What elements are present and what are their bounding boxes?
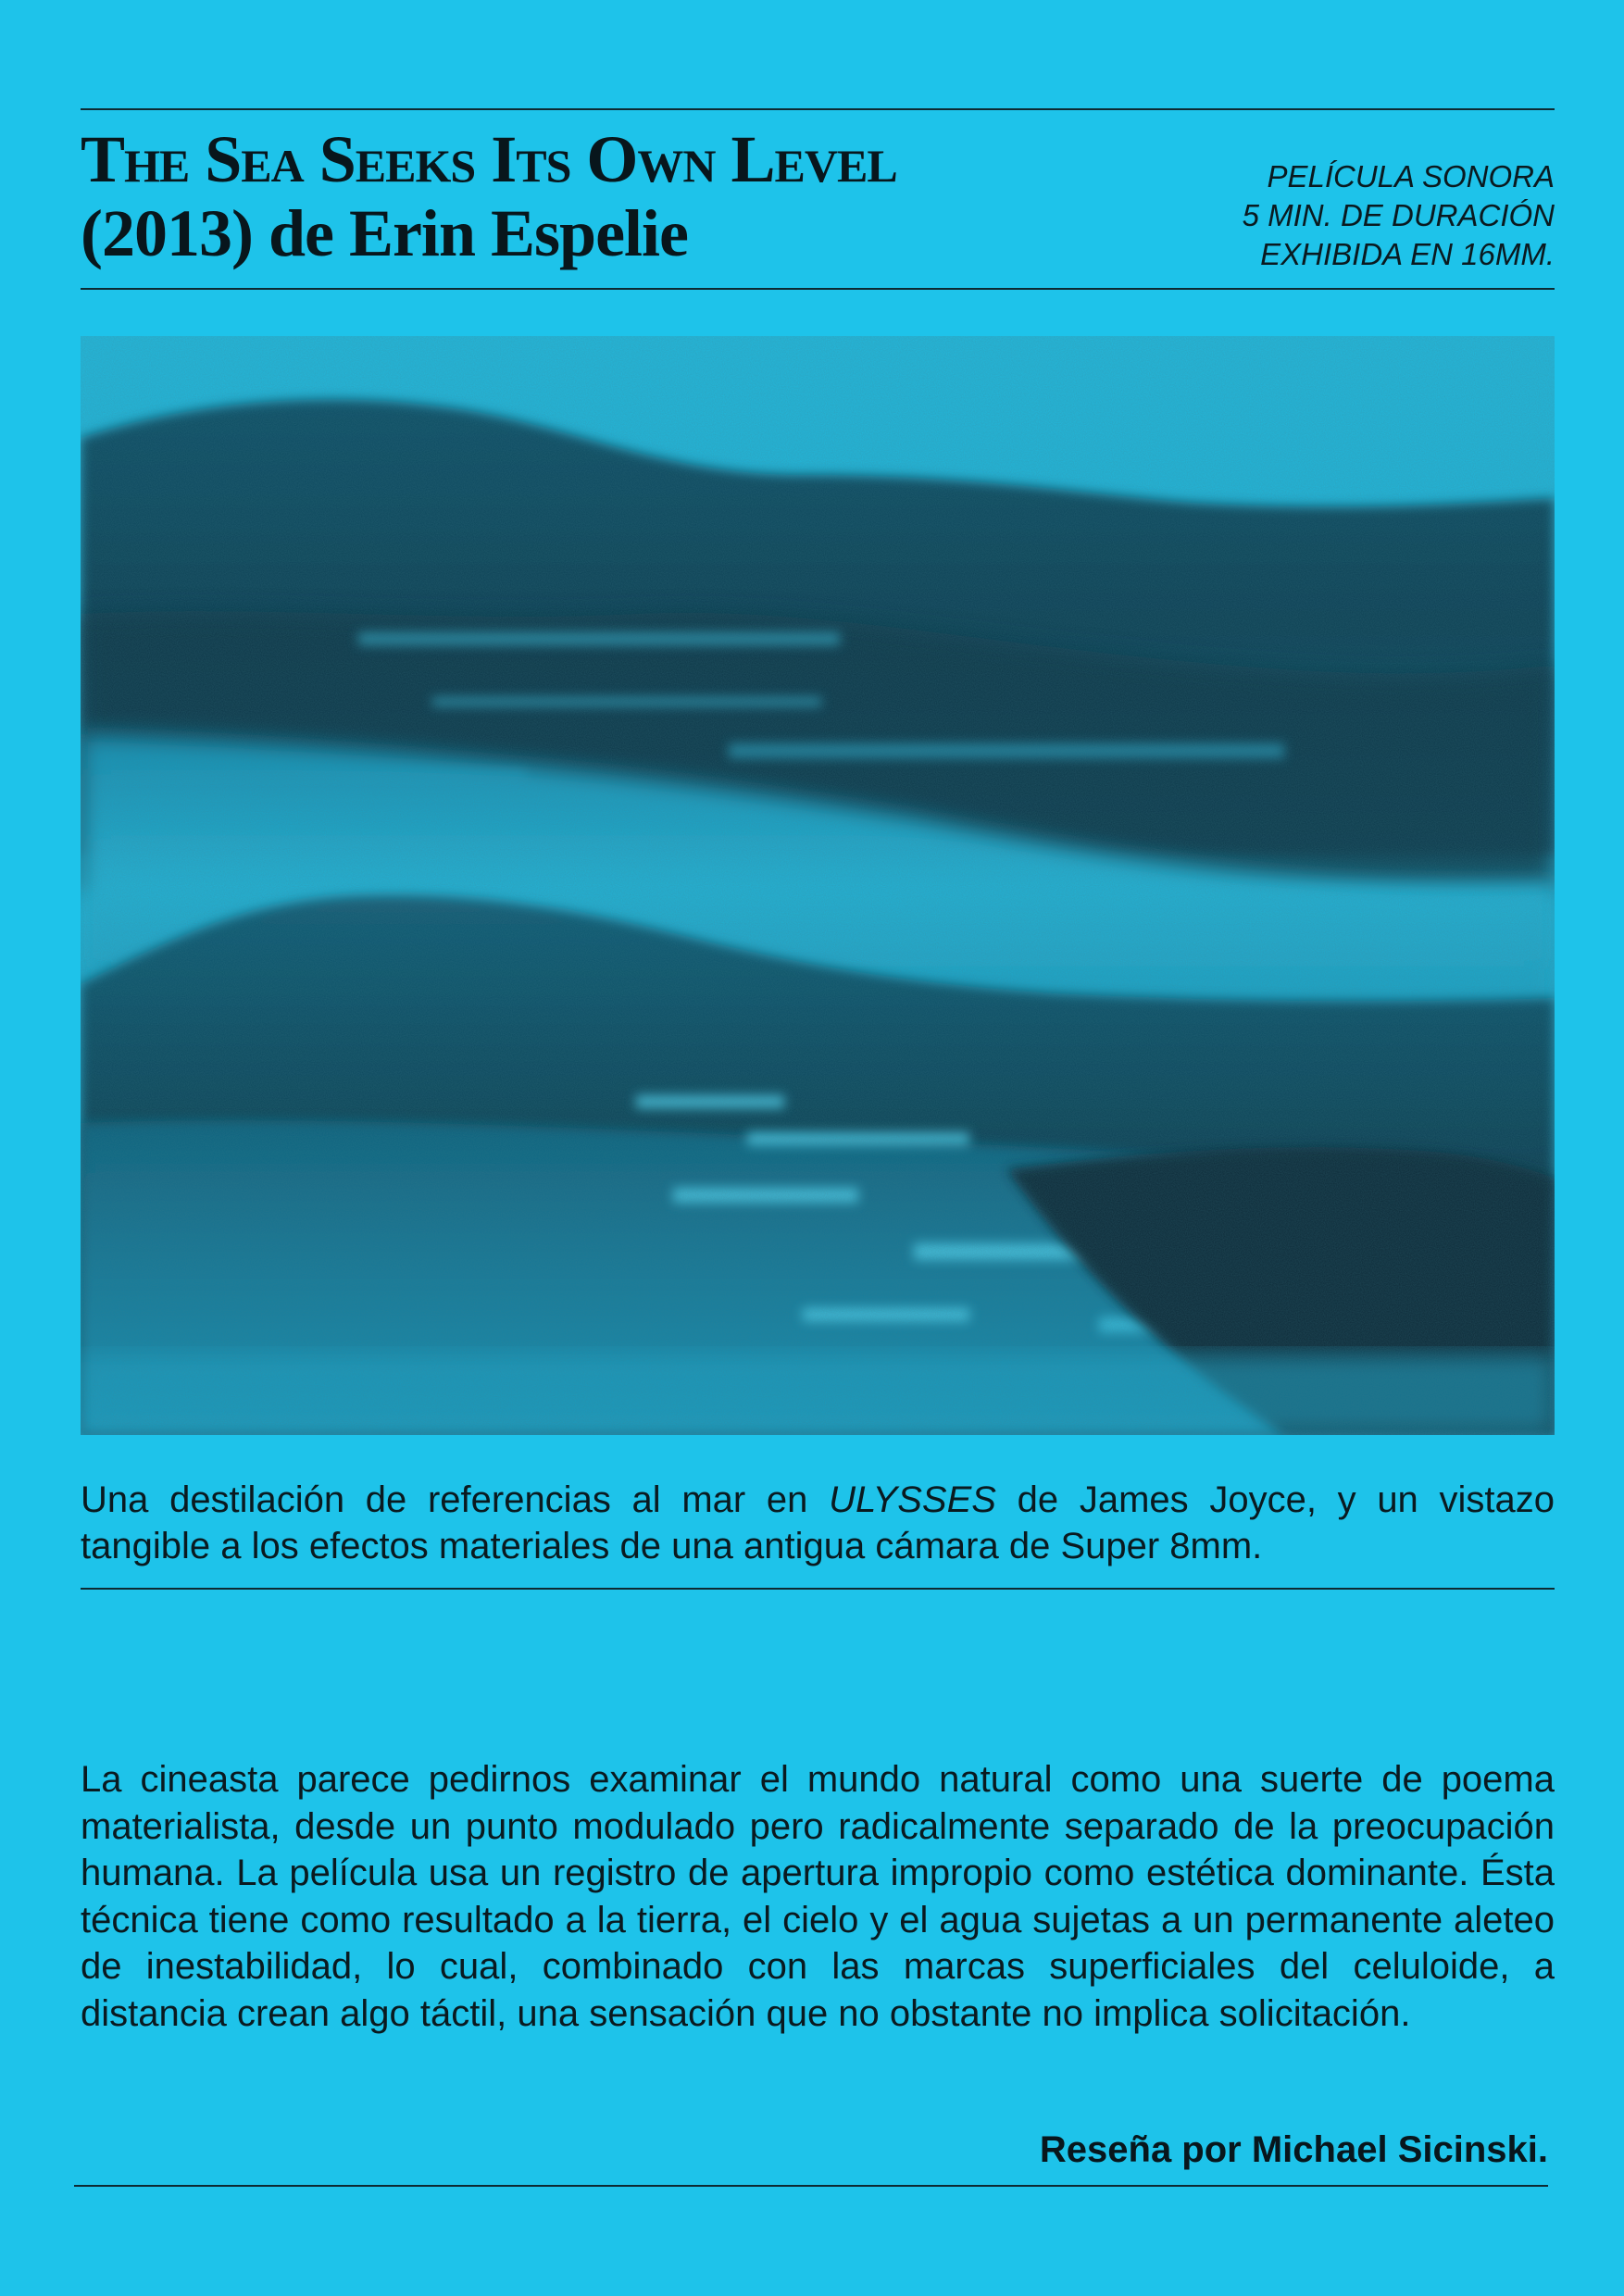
footer-rule [74,2185,1548,2187]
spec-sound: PELÍCULA SONORA [1267,159,1555,193]
film-still-image [81,336,1555,1435]
caption-emphasis: ULYSSES [829,1479,996,1520]
spec-duration: 5 MIN. DE DURACIÓN [1242,198,1555,232]
film-title-line-2: (2013) de Erin Espelie [81,196,688,270]
film-title-line-1: The Sea Seeks Its Own Level [81,122,897,196]
header-bottom-rule [81,288,1555,290]
review-paragraph: La cineasta parece pedirnos examinar el mundo natural como una suerte de poema materialista, desde un punto modulado pero radicalmente separado de la preocupación humana. La película usa un registro de apertura impropio como estética dominante. Ésta técnica tiene como resultado a la tierra, el cielo y el agua sujetas a un permanente aleteo de inestabilidad, lo cual, combinado con las marcas superficiales del celuloide, a distancia crean algo táctil, una sensación que no obstante no implica solicitación. [81,1759,1555,2034]
review-signature: Reseña por Michael Sicinski. [1039,2129,1548,2170]
caption-text-after: de James Joyce, y un vistazo tangible a los efectos materiales de una antigua cámara de Super 8mm. [81,1479,1555,1566]
spec-format: EXHIBIDA EN 16MM. [1260,237,1555,271]
caption-text-before: Una destilación de referencias al mar en [81,1479,830,1520]
film-caption [81,1477,1555,1569]
film-specs [1092,157,1555,274]
coastal-landscape-icon [81,336,1555,1435]
film-title [81,122,1145,270]
top-rule [81,108,1555,110]
caption-bottom-rule [81,1588,1555,1590]
